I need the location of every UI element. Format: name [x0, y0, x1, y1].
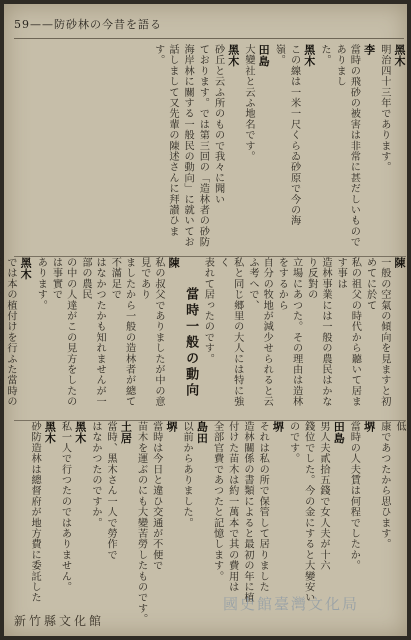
text-column: 苗木を運ぶのにも大變苦勞したものです。 — [135, 421, 147, 625]
speaker-label: 堺 — [362, 421, 376, 433]
text-column: 造林事業には一般の農民はかなり反對の — [305, 257, 331, 407]
text-column: た。 — [318, 44, 330, 66]
speaker-label: 黑木 — [19, 257, 33, 280]
text-column: それは私の所で保管して居りました — [257, 421, 269, 593]
text-column: 造林關係の書類によると最初の年に植 — [241, 421, 253, 603]
section-heading: 當時一般の動向 — [183, 287, 199, 399]
speaker-label: 黑木 — [43, 421, 57, 444]
library-stamp: 新竹縣文化館 — [14, 614, 105, 628]
speaker-label: 黑木 — [73, 421, 87, 444]
speaker-label: 田島 — [332, 421, 346, 444]
text-column: はなかつたかも知れませんが一部の農民 — [79, 257, 106, 407]
text-band-middle — [4, 256, 406, 415]
speaker-label: 島田 — [195, 421, 209, 444]
text-column: のです。 — [287, 421, 299, 464]
text-column: 大變社と云ふ地名です。 — [242, 44, 254, 162]
speaker-label: 田島 — [257, 44, 271, 67]
text-column: 私と同じ郷里の大人には特に強く — [217, 257, 243, 407]
text-column: あります。 — [35, 257, 47, 311]
speaker-label: 黑木 — [302, 44, 316, 67]
text-column: 當時の人夫賃は何程でしたか。 — [348, 421, 360, 571]
text-column: 一般の空氣の傾向を見ますと初めてに於て — [364, 257, 390, 407]
text-column: 嶺。 — [273, 44, 285, 66]
text-column: 表れて居ったのです。 — [202, 257, 214, 364]
text-column: 當時の飛砂の被害は非常に甚だしいものでありまし — [334, 44, 360, 248]
text-column: 立場にあつた。その理由は造林をするから — [276, 257, 302, 407]
speaker-label: 土居 — [119, 421, 133, 444]
document-page — [4, 4, 407, 636]
text-column: 私一人で行つたのではありません。 — [59, 421, 71, 593]
text-column: 砂丘と云ふ所のもので我々に聞い — [212, 44, 224, 205]
text-column: 砂防造林は總督府が地方費に委託した — [29, 421, 41, 603]
text-column: 私の叔父でありましたが中の意見であり — [138, 257, 164, 407]
text-column: 私の祖父の時代から聽いて居ます事は — [335, 257, 361, 407]
speaker-label: 堺 — [271, 421, 285, 433]
text-column: の中の人達がこの見方をしたのは事實で — [50, 257, 76, 407]
page-title: 59——防砂林の今昔を語る — [14, 18, 162, 31]
text-column: ましたから一般の造林者が總て不滿足で — [109, 257, 135, 407]
text-column: 低 — [394, 421, 405, 432]
archive-watermark: 國史館臺灣文化局 — [223, 595, 360, 613]
speaker-label: 堺 — [164, 421, 178, 433]
text-column: 海岸林に關する一般民の動向」に就いてお — [182, 44, 194, 248]
text-column: 自分の牧地が減少せられると云ふ考へで、 — [246, 257, 273, 407]
text-column: 以前からありました。 — [181, 421, 193, 528]
text-column: ております。では第三回の「造林者の砂防 — [197, 44, 209, 248]
text-column: 全部官費であつたと記憶します。 — [211, 421, 223, 582]
speaker-label: 黑木 — [393, 44, 406, 67]
text-column: 明治四十三年であります。 — [378, 44, 390, 173]
page-header — [14, 12, 404, 39]
text-column: 康であつたから思ひます。 — [378, 421, 390, 550]
text-column: この線は一米一尺くらゐ砂原で今の海 — [288, 44, 300, 226]
text-column: 當時、黑木さん一人で勞作で — [105, 421, 117, 561]
speaker-label: 陳 — [167, 257, 181, 269]
text-column: はなかつたのですか。 — [89, 421, 101, 528]
text-column — [0, 257, 2, 415]
text-column: 付けた苗木は約一萬本で其の費用は — [226, 421, 238, 593]
text-column: 男人夫貳拾五錢で女人夫が十六 — [317, 421, 329, 571]
text-band-top — [14, 44, 406, 249]
speaker-label: 李 — [362, 44, 376, 56]
text-column: 話しまして又先輩の陳述さんに拜讃ひます。 — [152, 44, 178, 237]
speaker-label: 黑木 — [226, 44, 240, 67]
speaker-label: 陳 — [393, 257, 406, 269]
text-column: 錢位でした。今の金にすると大變安い — [302, 421, 314, 603]
text-column: 當時は今日と違ひ交通が不便で — [150, 421, 162, 571]
text-column: では本の植付けを行ふた當時の — [4, 257, 16, 407]
